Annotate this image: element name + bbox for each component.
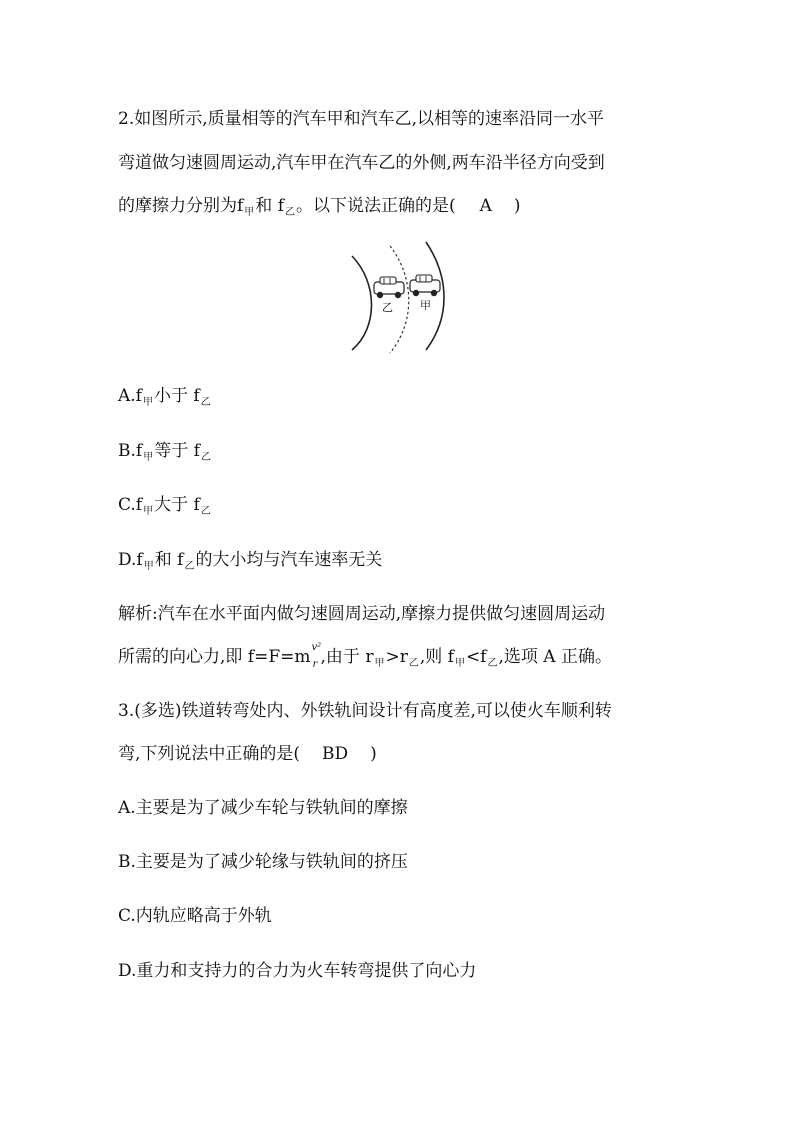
car-jia-icon [410,275,440,296]
q2-line-3: 的摩擦力分别为$f_甲$和 $f_乙$。以下说法正确的是( A ) [118,196,521,218]
car-yi-label: 乙 [382,301,393,314]
q3-answer: BD [322,744,349,764]
q3-option-d: D.重力和支持力的合力为火车转弯提供了向心力 [118,961,477,981]
q3-option-c: C.内轨应略高于外轨 [118,906,272,926]
q2-option-c: $C.f_甲$大于 $f_乙$ [118,495,211,517]
q2-answer: A [479,196,492,216]
curved-road-figure [340,238,450,358]
car-jia-label: 甲 [420,299,431,312]
q2-analysis-line-2: 所需的向心力,即 f=F=m v² r ,由于 $r_甲>r_乙$,则 $f_甲<f_乙$,选项 A 正确。 [118,642,612,670]
q2-option-b: $B.f_甲$等于 $f_乙$ [118,441,211,463]
q3-line-2: 弯,下列说法中正确的是( BD ) [118,744,377,764]
q3-option-b: B.主要是为了减少轮缘与铁轨间的挤压 [118,852,408,872]
q2-option-d: $D.f_甲$和 $f_乙$的大小均与汽车速率无关 [118,550,383,572]
q2-line-1: 2.如图所示,质量相等的汽车甲和汽车乙,以相等的速率沿同一水平 [118,109,605,129]
q3-option-a: A.主要是为了减少车轮与铁轨间的摩擦 [118,798,408,818]
lane-divider-dashed [390,246,409,353]
inner-road-edge [352,256,372,350]
q2-analysis-line-1: 解析:汽车在水平面内做匀速圆周运动,摩擦力提供做匀速圆周运动 [118,604,606,624]
v2-over-r-fraction: v² r [311,642,322,670]
q3-line-1: 3.(多选)铁道转弯处内、外铁轨间设计有高度差,可以使火车顺利转 [118,701,612,721]
car-yi-icon [374,277,404,298]
q2-line-2: 弯道做匀速圆周运动,汽车甲在汽车乙的外侧,两车沿半径方向受到 [118,153,605,173]
q2-option-a: $A.f_甲$小于 $f_乙$ [118,386,211,408]
